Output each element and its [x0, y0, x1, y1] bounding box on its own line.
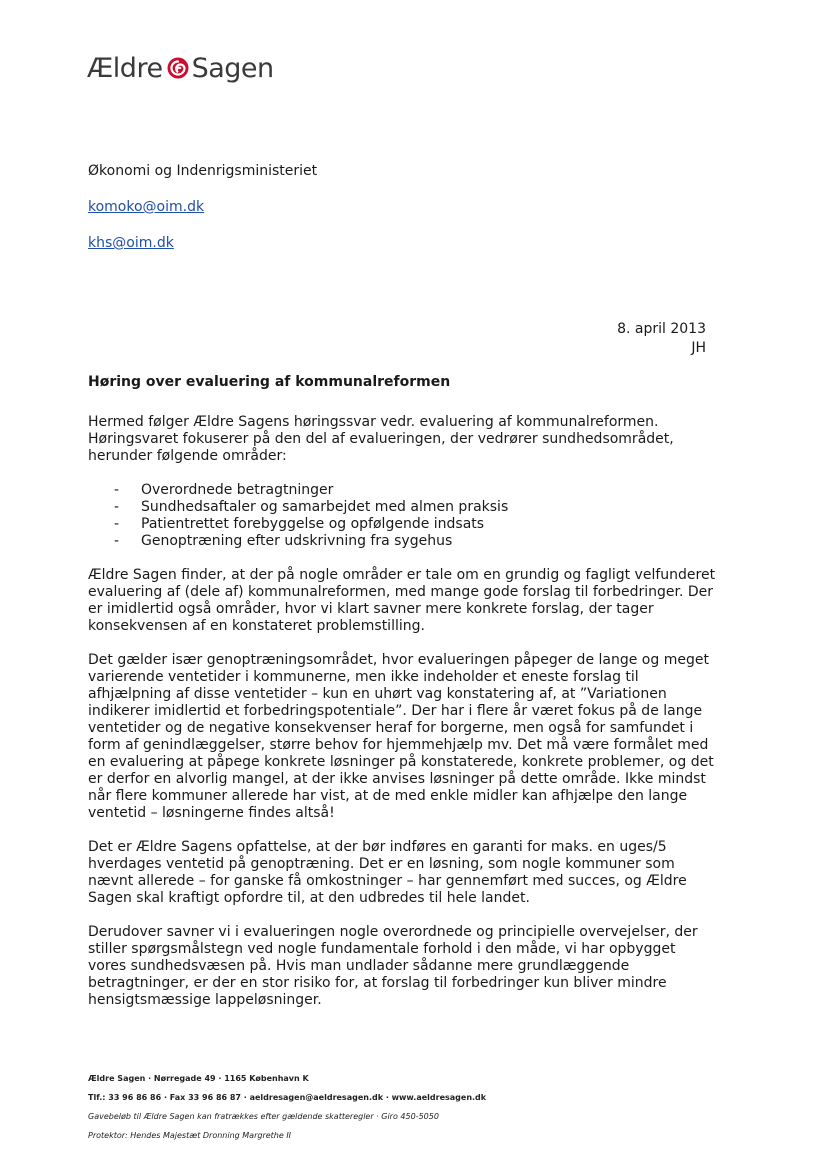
intro-paragraph: Hermed følger Ældre Sagens høringssvar vedr. evaluering af kommunalreformen. Høringsvaret fokuserer på den del af evalueringen, der vedrører sundhedsområdet, herunder følgende områder: — [88, 414, 674, 464]
body-paragraph: Derudover savner vi i evalueringen nogle overordnede og principielle overvejelser, der stiller spørgsmålstegn ved nogle fundamentale forhold i den måde, vi har opbygget vores sundhedsvæsen på. Hvis man undlader sådanne mere grundlæggende betragtninger, er der en stor risiko for, at forslag til forbedringer kun bliver mindre hensigtsmæssige lappeløsninger. — [88, 924, 698, 1008]
body-paragraph: Det er Ældre Sagens opfattelse, at der bør indføres en garanti for maks. en uges/5 hverdages ventetid på genoptræning. Det er en løsning, som nogle kommuner som nævnt allerede – for ganske få omkostninger – har gennemført med succes, og Ældre Sagen skal kraftigt opfordre til, at den udbredes til hele landet. — [88, 839, 687, 906]
recipient-email-link[interactable]: khs@oim.dk — [88, 235, 174, 251]
recipient-email-link[interactable]: komoko@oim.dk — [88, 199, 205, 215]
footer-patron: Protektor: Hendes Majestæt Dronning Margrethe II — [88, 1131, 292, 1140]
body-paragraph: Ældre Sagen finder, at der på nogle områder er tale om en grundig og fagligt velfunderet evaluering af (dele af) kommunalreformen, med mange gode forslag til forbedringer. Der er imidlertid også områder, hvor vi klart savner mere konkrete forslag, der tager konsekvensen af en konstateret problemstilling. — [88, 567, 716, 634]
author-initials: JH — [691, 340, 706, 356]
list-item-text: Sundhedsaftaler og samarbejdet med almen praksis — [141, 499, 509, 515]
organization-logo — [87, 50, 274, 86]
bullet-marker: - — [114, 533, 120, 549]
letter-body — [88, 414, 718, 1026]
list-item-text: Genoptræning efter udskrivning fra sygehus — [141, 533, 453, 549]
letter-date: 8. april 2013 — [617, 321, 706, 337]
bullet-marker: - — [114, 482, 120, 498]
date-block — [617, 320, 706, 358]
body-paragraph: Det gælder især genoptræningsområdet, hvor evalueringen påpeger de lange og meget varierende ventetider i kommunerne, men ikke indeholder et eneste forslag til afhjælpning af disse ventetider – kun en uhørt vag konstatering af, at ”Variationen indikerer imidlertid et forbedringspotentiale”. Der har i flere år været fokus på de lange ventetider og de negative konsekvenser heraf for borgerne, men også for samfundet i form af genindlæggelser, større behov for hjemmehjælp mv. Det må være formålet med en evaluering at påpege konkrete løsninger på konstaterede, konkrete problemer, og det er derfor en alvorlig mangel, at der ikke anvises løsninger på dette område. Ikke mindst når flere kommuner allerede har vist, at de med enkle midler kan afhjælpe den lange ventetid – løsningerne findes altså! — [88, 652, 714, 821]
list-item — [114, 482, 718, 499]
list-item-text: Overordnede betragtninger — [141, 482, 334, 498]
aeldre-sagen-swirl-icon — [166, 56, 190, 80]
footer-tax-note: Gavebeløb til Ældre Sagen kan fratrækkes efter gældende skatteregler · Giro 450-5050 — [88, 1112, 439, 1121]
logo-text-right: Sagen — [191, 52, 274, 84]
recipient-name: Økonomi og Indenrigsministeriet — [88, 163, 318, 179]
bullet-marker: - — [114, 516, 120, 532]
footer-contact: Tlf.: 33 96 86 86 · Fax 33 96 86 87 · aeldresagen@aeldresagen.dk · www.aeldresagen.dk — [88, 1093, 487, 1102]
topic-list — [88, 482, 718, 550]
letter-footer — [88, 1069, 486, 1145]
list-item — [114, 533, 718, 550]
footer-address: Ældre Sagen · Nørregade 49 · 1165 København K — [88, 1074, 309, 1083]
logo-text-left: Ældre — [87, 52, 163, 84]
list-item — [114, 516, 718, 533]
letter-subject: Høring over evaluering af kommunalreformen — [88, 374, 451, 390]
list-item-text: Patientrettet forebyggelse og opfølgende indsats — [141, 516, 485, 532]
list-item — [114, 499, 718, 516]
bullet-marker: - — [114, 499, 120, 515]
